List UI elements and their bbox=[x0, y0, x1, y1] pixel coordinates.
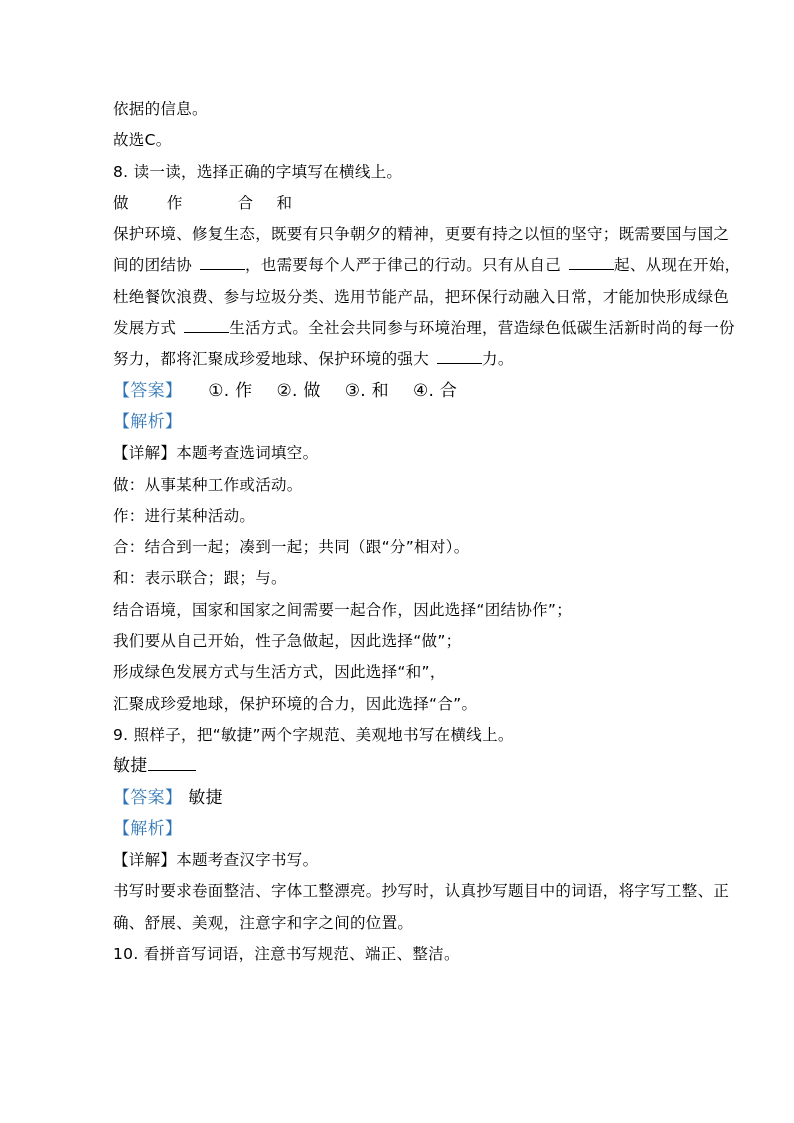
text-run: 8. 读一读，选择正确的字填写在横线上。 bbox=[113, 162, 403, 181]
definition-line bbox=[113, 470, 763, 501]
text-run: 书写时要求卷面整洁、字体工整漂亮。抄写时，认真抄写题目中的词语，将字写工整、正 bbox=[113, 882, 730, 901]
text-run: 杜绝餐饮浪费、参与垃圾分类、选用节能产品，把环保行动融入日常，才能加快形成绿色 bbox=[113, 287, 730, 306]
spacing-gap bbox=[183, 207, 238, 208]
explanation-line bbox=[113, 876, 763, 907]
blank-underline bbox=[200, 256, 245, 270]
spacing-gap bbox=[182, 395, 208, 396]
definition-line bbox=[113, 501, 763, 532]
text-run: ①. 作 bbox=[208, 380, 253, 401]
text-run: 我们要从自己开始，性子急做起，因此选择“做”； bbox=[113, 632, 462, 651]
conclusion-line bbox=[113, 125, 763, 156]
spacing-gap bbox=[252, 395, 276, 396]
analysis-8-line bbox=[113, 407, 763, 438]
text-run: 故选C。 bbox=[113, 131, 172, 150]
explanation-line bbox=[113, 689, 763, 720]
passage-line bbox=[113, 344, 763, 375]
definition-line bbox=[113, 532, 763, 563]
text-run: 作：进行某种活动。 bbox=[113, 506, 256, 525]
explanation-line bbox=[113, 657, 763, 688]
text-run: 10. 看拼音写词语，注意书写规范、端正、整洁。 bbox=[113, 945, 460, 964]
question-9-stem bbox=[113, 720, 763, 751]
text-run: 和：表示联合；跟；与。 bbox=[113, 569, 287, 588]
question-10-stem bbox=[113, 939, 763, 970]
text-run: ②. 做 bbox=[276, 380, 321, 401]
text-run: 合 bbox=[237, 193, 254, 212]
blank-underline bbox=[148, 757, 196, 771]
spacing-gap bbox=[176, 332, 184, 333]
spacing-gap bbox=[321, 395, 345, 396]
spacing-gap bbox=[192, 269, 200, 270]
text-run: 间的团结协 bbox=[113, 256, 193, 275]
text-run: 做 bbox=[113, 193, 129, 212]
document-content bbox=[113, 94, 763, 970]
text-run: 【详解】本题考查选词填空。 bbox=[113, 444, 319, 463]
text-run: 起、从现在开始， bbox=[614, 256, 741, 275]
section-label: 【答案】 bbox=[113, 787, 183, 808]
passage-line bbox=[113, 250, 763, 281]
definition-line bbox=[113, 563, 763, 594]
explanation-line bbox=[113, 908, 763, 939]
analysis-9-line bbox=[113, 814, 763, 845]
passage-line bbox=[113, 282, 763, 313]
text-run: ，也需要每个人严于律己的行动。只有从自己 bbox=[245, 256, 562, 275]
copy-example-line bbox=[113, 751, 763, 782]
text-run: 合：结合到一起；凑到一起；共同（跟“分”相对）。 bbox=[113, 538, 470, 557]
blank-underline bbox=[437, 350, 482, 364]
spacing-gap bbox=[129, 207, 167, 208]
text-run: 依据的信息。 bbox=[113, 100, 208, 118]
passage-line bbox=[113, 219, 763, 250]
text-run: 努力，都将汇聚成珍爱地球、保护环境的强大 bbox=[113, 350, 430, 369]
word-bank bbox=[113, 188, 763, 219]
explanation-line bbox=[113, 595, 763, 626]
text-run: 确、舒展、美观，注意字和字之间的位置。 bbox=[113, 913, 414, 932]
spacing-gap bbox=[561, 269, 569, 270]
text-run: 结合语境，国家和国家之间需要一起合作，因此选择“团结协作”； bbox=[113, 600, 573, 619]
section-label: 【解析】 bbox=[113, 818, 183, 839]
passage-line bbox=[113, 313, 763, 344]
text-run: ③. 和 bbox=[344, 380, 389, 401]
text-run: 做：从事某种工作或活动。 bbox=[113, 475, 303, 494]
text-run: ④. 合 bbox=[412, 380, 458, 401]
text-run: 生活方式。全社会共同参与环境治理，营造绿色低碳生活新时尚的每一份 bbox=[229, 319, 735, 338]
blank-underline bbox=[184, 319, 229, 333]
carryover-text-line bbox=[113, 94, 763, 125]
answer-8-line bbox=[113, 376, 763, 407]
blank-underline bbox=[569, 256, 614, 270]
text-run: 作 bbox=[166, 193, 183, 212]
text-run: 和 bbox=[276, 193, 293, 212]
text-run: 汇聚成珍爱地球，保护环境的合力，因此选择“合”。 bbox=[113, 694, 478, 713]
text-run: 形成绿色发展方式与生活方式，因此选择“和”， bbox=[113, 663, 446, 682]
answer-9-line bbox=[113, 783, 763, 814]
text-run: 9. 照样子，把“敏捷”两个字规范、美观地书写在横线上。 bbox=[113, 725, 514, 744]
text-run: 保护环境、修复生态，既要有只争朝夕的精神，更要有持之以恒的坚守；既需要国与国之 bbox=[113, 225, 730, 244]
detail-line bbox=[113, 845, 763, 876]
explanation-line bbox=[113, 626, 763, 657]
text-run: 敏捷 bbox=[188, 787, 223, 808]
question-8-stem bbox=[113, 157, 763, 188]
text-run: 力。 bbox=[482, 350, 514, 369]
detail-line bbox=[113, 438, 763, 469]
spacing-gap bbox=[253, 207, 276, 208]
spacing-gap bbox=[429, 363, 437, 364]
section-label: 【解析】 bbox=[113, 411, 183, 432]
spacing-gap bbox=[389, 395, 413, 396]
section-label: 【答案】 bbox=[113, 380, 183, 401]
text-run: 发展方式 bbox=[113, 319, 177, 338]
text-run: 敏捷 bbox=[113, 756, 148, 777]
text-run: 【详解】本题考查汉字书写。 bbox=[113, 851, 319, 870]
